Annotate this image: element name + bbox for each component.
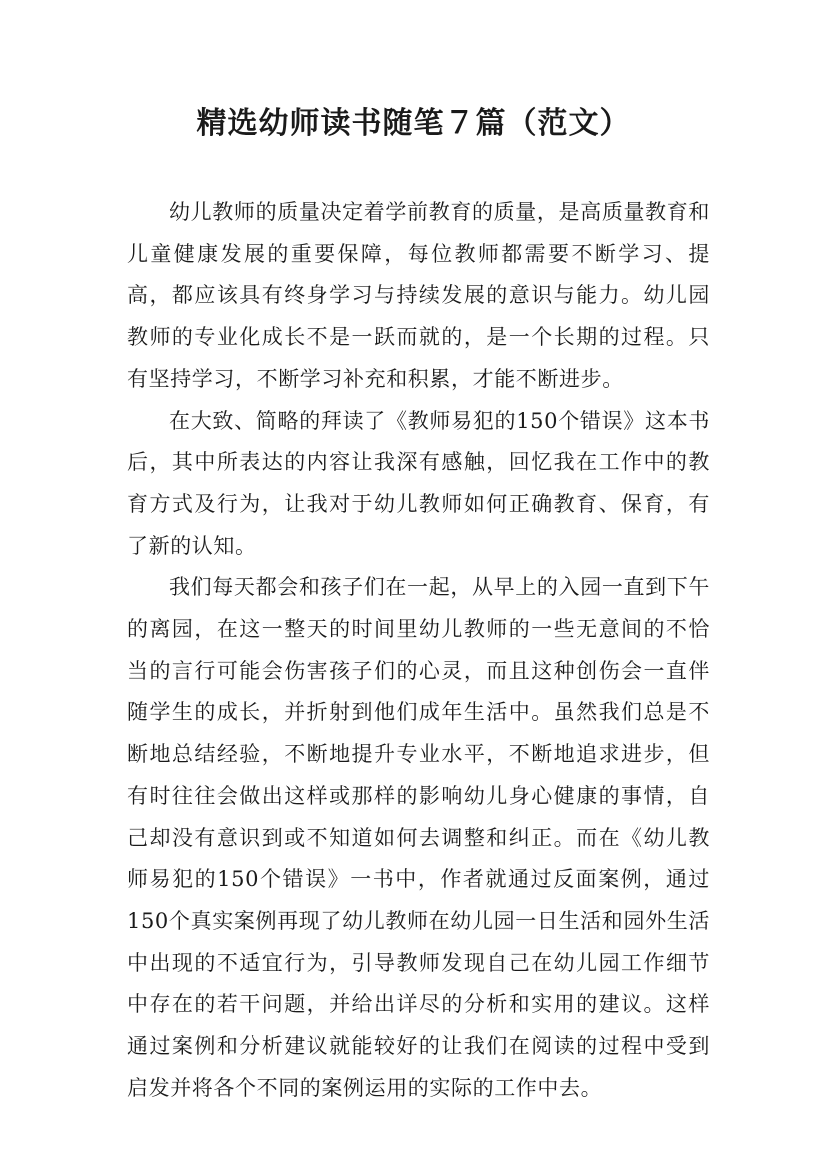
paragraph-1: 幼儿教师的质量决定着学前教育的质量，是高质量教育和儿童健康发展的重要保障，每位教师都需要不断学习、提高，都应该具有终身学习与持续发展的意识与能力。幼儿园教师的专业化成长不是一跃而就的，是一个长期的过程。只有坚持学习，不断学习补充和积累，才能不断进步。 (127, 200, 710, 391)
paragraph-2: 在大致、简略的拜读了《教师易犯的150个错误》这本书后，其中所表达的内容让我深有感触，回忆我在工作中的教育方式及行为，让我对于幼儿教师如何正确教育、保育，有了新的认知。 (127, 408, 710, 558)
paragraph-3: 我们每天都会和孩子们在一起，从早上的入园一直到下午的离园，在这一整天的时间里幼儿教师的一些无意间的不恰当的言行可能会伤害孩子们的心灵，而且这种创伤会一直伴随学生的成长，并折射到他们成年生活中。虽然我们总是不断地总结经验，不断地提升专业水平，不断地追求进步，但有时往往会做出这样或那样的影响幼儿身心健康的事情，自己却没有意识到或不知道如何去调整和纠正。而在《幼儿教师易犯的150个错误》一书中，作者就通过反面案例，通过150个真实案例再现了幼儿教师在幼儿园一日生活和园外生活中出现的不适宜行为，引导教师发现自己在幼儿园工作细节中存在的若干问题，并给出详尽的分析和实用的建议。这样通过案例和分析建议就能较好的让我们在阅读的过程中受到启发并将各个不同的案例运用的实际的工作中去。 (127, 575, 710, 1100)
document-title: 精选幼师读书随笔７篇（范文） (196, 106, 631, 141)
document-body (127, 192, 710, 1109)
